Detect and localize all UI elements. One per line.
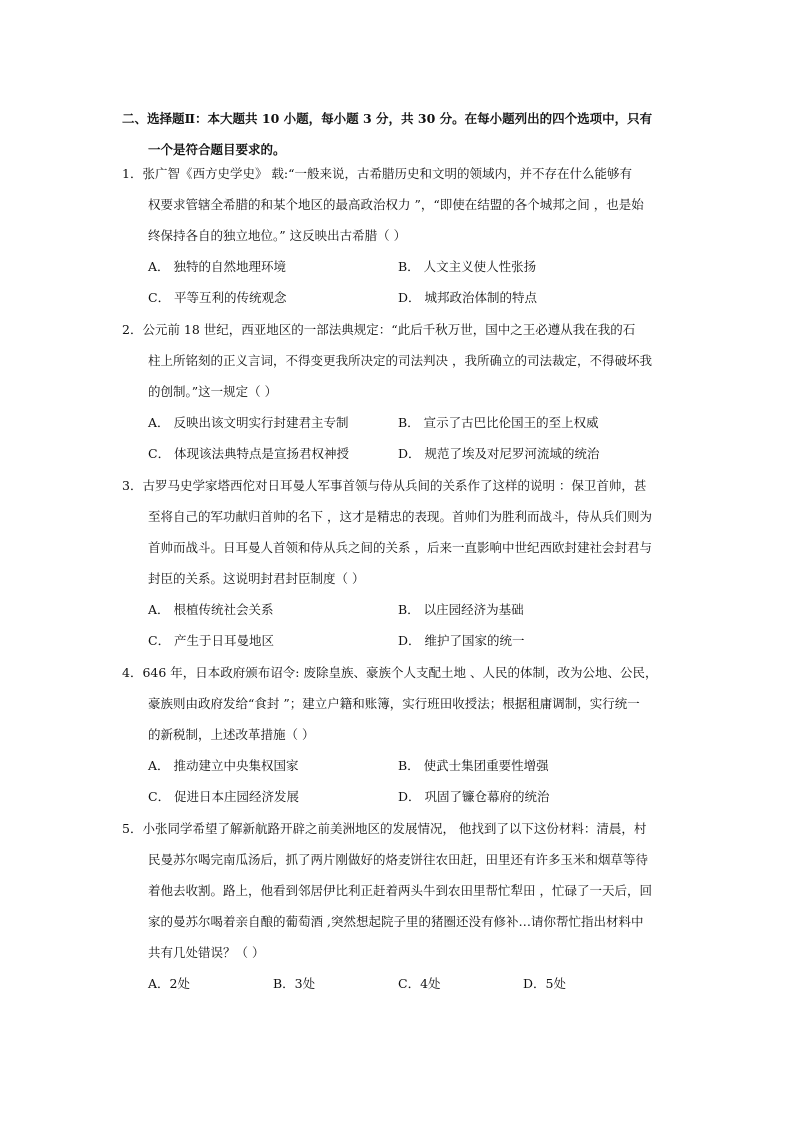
option-b: B． 人文主义使人性张扬 [398, 259, 537, 274]
option-a: A． 根植传统社会关系 [148, 602, 274, 617]
question-text-line: 着他去收割。路上，他看到邻居伊比利正赶着两头牛到农田里帮忙犁田 ，忙碌了一天后，回 [148, 883, 652, 898]
options-row [122, 438, 682, 469]
question-text-line: 5．小张同学希望了解新航路开辟之前美洲地区的发展情况， 他找到了以下这份材料：清晨，村 [122, 821, 647, 836]
option-b: B． 以庄园经济为基础 [398, 602, 524, 617]
option-c: C． 体现该法典特点是宣扬君权神授 [148, 446, 350, 461]
options-row [122, 968, 682, 999]
question-text-line: 民曼苏尔喝完南瓜汤后，抓了两片刚做好的烙麦饼往农田赶，田里还有许多玉米和烟草等待 [148, 852, 649, 867]
question-text-line: 3．古罗马史学家塔西佗对日耳曼人军事首领与侍从兵间的关系作了这样的说明 ：保卫首帅，甚 [122, 478, 647, 493]
question-text-line: 权要求管辖全希腊的和某个地区的最高政治权力 ”，“即使在结盟的各个城邦之间 ，也是始 [148, 197, 644, 212]
option-d: D． 巩固了镰仓幕府的统治 [398, 789, 550, 804]
option-b: B．3处 [273, 976, 316, 991]
options-row [122, 282, 682, 313]
option-c: C．4处 [398, 976, 441, 991]
question-text-line: 终保持各自的独立地位。” 这反映出古希腊（ ） [148, 228, 407, 243]
question-text-line: 家的曼苏尔喝着亲自酿的葡萄酒 ,突然想起院子里的猪圈还没有修补…请你帮忙指出材料中 [148, 914, 644, 929]
question-text-line: 首帅而战斗。日耳曼人首领和侍从兵之间的关系 ，后来一直影响中世纪西欧封建社会封君与 [148, 540, 652, 555]
option-d: D． 城邦政治体制的特点 [398, 290, 537, 305]
question-text-line: 至将自己的军功献归首帅的名下 ，这才是精忠的表现。首帅们为胜利而战斗，侍从兵们则为 [148, 509, 652, 524]
options-row [122, 251, 682, 282]
question-text-line: 的新税制，上述改革措施（ ） [148, 727, 315, 742]
option-d: D． 维护了国家的统一 [398, 633, 525, 648]
question-text-line: 共有几处错误？（ ） [148, 945, 265, 960]
question-text-line: 1．张广智《西方史学史》 载:“一般来说，古希腊历史和文明的领域内，并不存在什么能够有 [122, 166, 633, 181]
question-text-line: 4．646 年，日本政府颁布诏令: 废除皇族、豪族个人支配土地 、人民的体制，改为公地、公民， [122, 665, 658, 680]
option-a: A．2处 [148, 976, 190, 991]
options-row [122, 407, 682, 438]
question-text-line: 的创制。”这一规定（ ） [148, 384, 278, 399]
option-d: D． 规范了埃及对尼罗河流域的统治 [398, 446, 600, 461]
question-1 [122, 158, 682, 313]
section-heading [122, 103, 682, 165]
option-c: C． 平等互利的传统观念 [148, 290, 287, 305]
question-5 [122, 813, 682, 999]
option-c: C． 促进日本庄园经济发展 [148, 789, 300, 804]
question-text-line: 2．公元前 18 世纪，西亚地区的一部法典规定：“此后千秋万世，国中之王必遵从我在我的石 [122, 322, 636, 337]
option-b: B． 宣示了古巴比伦国王的至上权威 [398, 415, 599, 430]
question-text-line: 豪族则由政府发给“食封 ”；建立户籍和账簿，实行班田收授法；根据租庸调制，实行统一 [148, 696, 640, 711]
question-text-line: 柱上所铭刻的正义言词，不得变更我所决定的司法判决 ，我所确立的司法裁定，不得破坏我 [148, 353, 652, 368]
question-text-line: 封臣的关系。这说明封君封臣制度（ ） [148, 571, 365, 586]
options-row [122, 594, 682, 625]
question-2 [122, 314, 682, 469]
options-row [122, 750, 682, 781]
options-row [122, 781, 682, 812]
options-row [122, 625, 682, 656]
option-b: B． 使武士集团重要性增强 [398, 758, 549, 773]
section-heading-line-2: 一个是符合题目要求的。 [148, 142, 286, 157]
question-3 [122, 470, 682, 656]
option-c: C． 产生于日耳曼地区 [148, 633, 275, 648]
option-d: D．5处 [523, 976, 566, 991]
question-4 [122, 657, 682, 812]
option-a: A． 独特的自然地理环境 [148, 259, 287, 274]
section-heading-line-1: 二、选择题Ⅱ：本大题共 10 小题，每小题 3 分，共 30 分。在每小题列出的四个选项中，只有 [122, 111, 653, 126]
option-a: A． 推动建立中央集权国家 [148, 758, 299, 773]
option-a: A． 反映出该文明实行封建君主专制 [148, 415, 349, 430]
